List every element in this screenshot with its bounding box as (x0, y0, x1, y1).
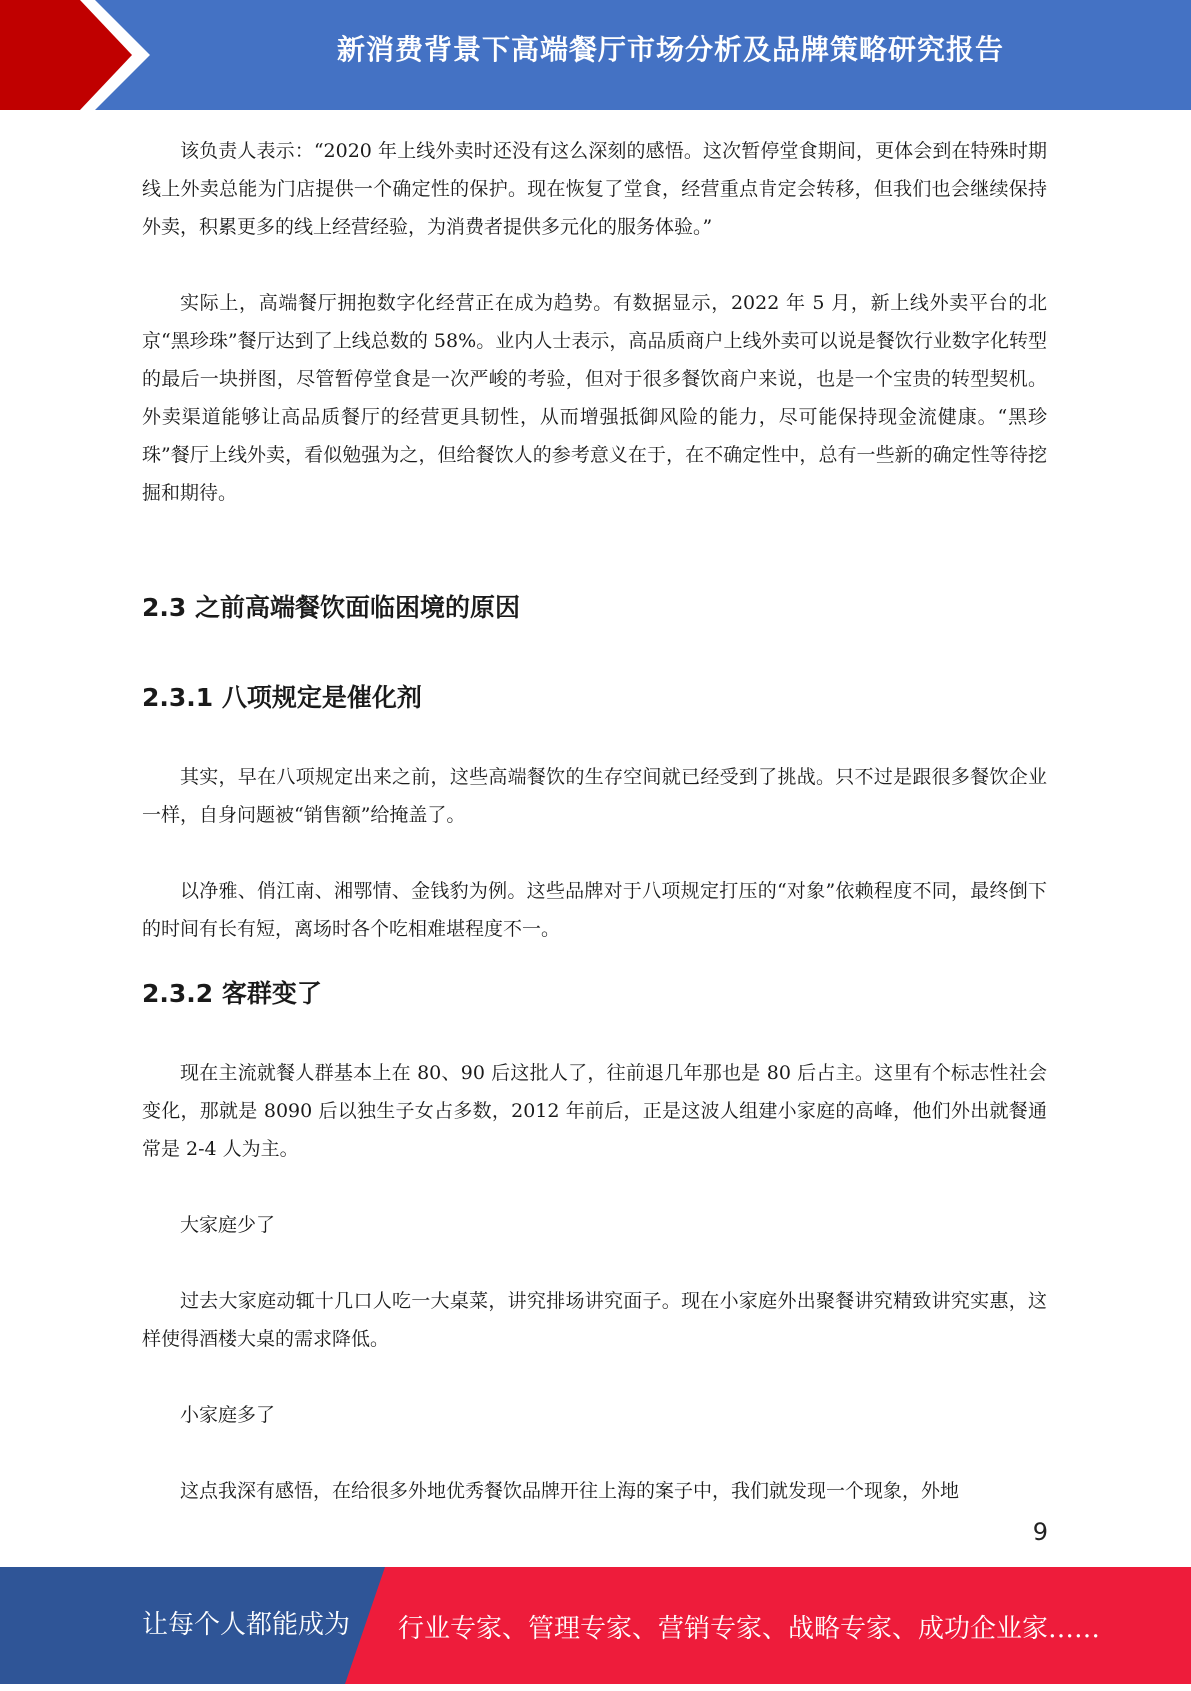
paragraph-more-small-families: 小家庭多了 (180, 1404, 276, 1426)
paragraph-customer-change: 现在主流就餐人群基本上在 80、90 后这批人了，往前退几年那也是 80 后占主。这里有个标志性社会变化，那就是 8090 后以独生子女占多数，2012 年前后，正是这波人组建小家庭的高峰，他们外出就餐通常是 2-4 人为主。 (142, 1062, 1047, 1160)
paragraph-shanghai-case: 这点我深有感悟，在给很多外地优秀餐饮品牌开往上海的案子中，我们就发现一个现象，外地 (180, 1480, 960, 1502)
paragraph-big-family-dining: 过去大家庭动辄十几口人吃一大桌菜，讲究排场讲究面子。现在小家庭外出聚餐讲究精致讲究实惠，这样使得酒楼大桌的需求降低。 (142, 1290, 1047, 1350)
page-header (0, 0, 1191, 110)
section-heading-2-3-2: 2.3.2 客群变了 (142, 979, 322, 1008)
section-heading-2-3-1: 2.3.1 八项规定是催化剂 (142, 683, 422, 712)
paragraph-fewer-big-families: 大家庭少了 (180, 1214, 276, 1236)
footer-slogan-right: 行业专家、管理专家、营销专家、战略专家、成功企业家…… (398, 1614, 1101, 1644)
paragraph-brand-examples: 以净雅、俏江南、湘鄂情、金钱豹为例。这些品牌对于八项规定打压的“对象”依赖程度不同，最终倒下的时间有长有短，离场时各个吃相难堪程度不一。 (142, 880, 1047, 940)
header-arrow-decoration (0, 0, 160, 110)
document-title: 新消费背景下高端餐厅市场分析及品牌策略研究报告 (336, 33, 1004, 66)
paragraph-eight-rules: 其实，早在八项规定出来之前，这些高端餐饮的生存空间就已经受到了挑战。只不过是跟很多餐饮企业一样，自身问题被“销售额”给掩盖了。 (142, 766, 1047, 826)
section-heading-2-3: 2.3 之前高端餐饮面临困境的原因 (142, 593, 520, 622)
footer-slogan-left: 让每个人都能成为 (142, 1610, 351, 1640)
page-number: 9 (1032, 1518, 1048, 1546)
paragraph-quote: 该负责人表示：“2020 年上线外卖时还没有这么深刻的感悟。这次暂停堂食期间，更体会到在特殊时期线上外卖总能为门店提供一个确定性的保护。现在恢复了堂食，经营重点肯定会转移，但我们也会继续保持外卖，积累更多的线上经营经验，为消费者提供多元化的服务体验。” (142, 140, 1047, 238)
paragraph-digitalization: 实际上，高端餐厅拥抱数字化经营正在成为趋势。有数据显示，2022 年 5 月，新上线外卖平台的北京“黑珍珠”餐厅达到了上线总数的 58%。业内人士表示，高品质商户上线外卖可以说是餐饮行业数字化转型的最后一块拼图，尽管暂停堂食是一次严峻的考验，但对于很多餐饮商户来说，也是一个宝贵的转型契机。外卖渠道能够让高品质餐厅的经营更具韧性，从而增强抵御风险的能力，尽可能保持现金流健康。“黑珍珠”餐厅上线外卖，看似勉强为之，但给餐饮人的参考意义在于，在不确定性中，总有一些新的确定性等待挖掘和期待。 (142, 292, 1047, 504)
page-content (142, 132, 1047, 1510)
page-footer (0, 1567, 1191, 1684)
